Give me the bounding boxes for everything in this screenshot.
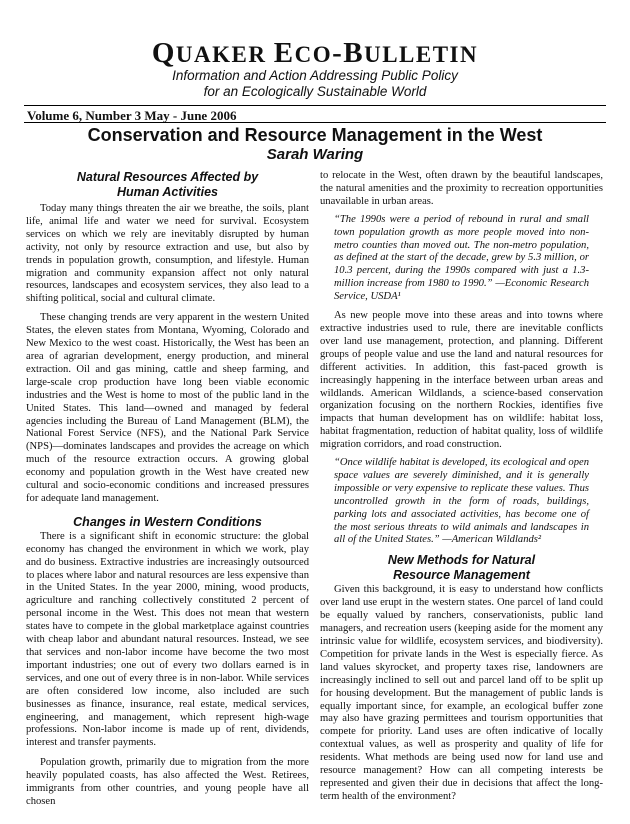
title-initial: Q: [151, 37, 176, 69]
pull-quote: “Once wildlife habitat is developed, its ecological and open space values are severely diminished, and it is generally impossible or very expensive to replicate these values. Thus uncontrolled growth in the form of roads, buildings, parking lots and associated activities, has become one of the most serious threats to wild animals and landscapes in all of the United States.” —American Wildlands²: [334, 457, 589, 546]
article-title: Conservation and Resource Management in the West: [87, 125, 543, 145]
left-column: [26, 170, 309, 809]
title-initial: -B: [332, 37, 365, 69]
newsletter-subtitle-line-1: Information and Action Addressing Public Policy: [172, 68, 458, 83]
pull-quote: “The 1990s were a period of rebound in rural and small town population growth as more people moved into non-metro counties than moved out. The non-metro population, as defined at the start of the decade, grew by 5.3 million, or 10.3 percent, during the 1990s compared with just a 1.3-million increase from 1980 to 1990.” —Economic Research Service, USDA¹: [334, 213, 589, 303]
title-part: ULLETIN: [364, 42, 479, 67]
article-author: Sarah Waring: [266, 146, 364, 163]
masthead: [0, 37, 630, 100]
top-rule: [24, 105, 606, 106]
section-heading: Changes in Western Conditions: [73, 514, 262, 529]
right-column: [320, 170, 603, 804]
issue-rule: [24, 122, 606, 123]
paragraph: There is a significant shift in economic structure: the global economy has changed the environment in which we work, play and do business. Extractive industries are increasingly outsourced to places where labor and natural resources are less expensive than in the United States. In the year 2000, mining, wood products, agriculture and ranching collectively constituted 2 percent of personal income in the West. This does not mean that western states have to compete in the global marketplace against countries with cheap labor and abundant natural resources. Instead, we see that services and non-labor income have become the two most important industries; one out of every two dollars earned is in services, and one out of every three is in non-labor. While services are often considered low income, also included are such businesses as finance, insurance, real estate, medical services, engineering, and management, which represent high-wage professions. Non-labor income is made up of rent, dividends, interest and transfer payments.: [26, 530, 309, 749]
newsletter-title: [0, 37, 630, 69]
paragraph: These changing trends are very apparent in the western United States, the eleven states from Montana, Wyoming, Colorado and New Mexico to the west coast. Historically, the West has been an area of agrarian development, energy production, and mineral extraction. Oil and gas mining, cattle and sheep farming, and large-scale crop production have long been viable economic industries and the West is home to most of the public land in the United States. This land—owned and managed by federal agencies including the Bureau of Land Management (BLM), the National Forest Service (NFS), and the National Park Service (NPS)—dominates landscapes and provides the acreage on which much of the resource extraction occurs. A growing global economy and population growth in the West have created new cultural and socio-economic conditions and increased pressures for adequate land management.: [26, 312, 309, 504]
issue-line: Volume 6, Number 3 May - June 2006: [27, 108, 237, 123]
paragraph: Given this background, it is easy to understand how conflicts over land use erupt in the western states. One parcel of land could be equally valued by ranchers, conservationists, public land managers, and recreation users (keeping aside for the moment any intrinsic value for wildlife, ecosystem services, and biodiversity). Competition for private lands in the West is especially fierce. As land values skyrocket, and property taxes rise, landowners are increasingly inclined to sell out and parcel land off to be split up for housing development. But the management of public lands is equally important since, for example, an ecological buffer zone may also have grazing permittees and tourism opportunities that compete for priority. Land uses are often indicative of locally contextual values, as well as prosperity and quality of life for residents. What methods are being used now for land use and resource management? How can all competing interests be represented and given their due in decisions that affect the long-term health of the environment?: [320, 584, 603, 802]
paragraph: As new people move into these areas and into towns where extractive industries used to rule, there are inevitable conflicts over land use management, protection, and planning. Different groups of people value and use the land and natural resources for different activities. In addition, this fast-paced growth is increasingly happening in the interface between urban areas and wildlands. American Wildlands, a science-based conservation organization focusing on the northern Rockies, identifies five impacts that human development has on wildlife: habitat loss, habitat fragmentation, reduction of habitat quality, loss of wildlife migration corridors, and road construction.: [320, 310, 603, 451]
paragraph: Population growth, primarily due to migration from the more heavily populated coasts, has also affected the West. Retirees, immigrants from other countries, and young people have all chosen: [26, 757, 309, 807]
paragraph: to relocate in the West, often drawn by the beautiful landscapes, the natural amenities and the proximity to recreation opportunities unavailable in urban areas.: [320, 170, 603, 207]
title-initial: E: [273, 37, 295, 69]
section-heading: Natural Resources Affected by Human Activities: [76, 170, 259, 199]
title-part: UAKER: [175, 42, 267, 67]
title-part: CO: [294, 42, 333, 67]
newsletter-subtitle-line-2: for an Ecologically Sustainable World: [203, 84, 427, 99]
section-heading: New Methods for Natural Resource Management: [387, 553, 536, 583]
paragraph: Today many things threaten the air we breathe, the soils, plant life, animal life and water we need for survival. Ecosystem services on which we rely are inevitably disrupted by human activity, not only by resource extraction and use, but also by trends in population growth, consumption, and lifestyle. Human migration and community expansion affect not only natural resources, landscapes and ecosystem services, they also lead to a shifting political, social and cultural climate.: [26, 203, 309, 305]
